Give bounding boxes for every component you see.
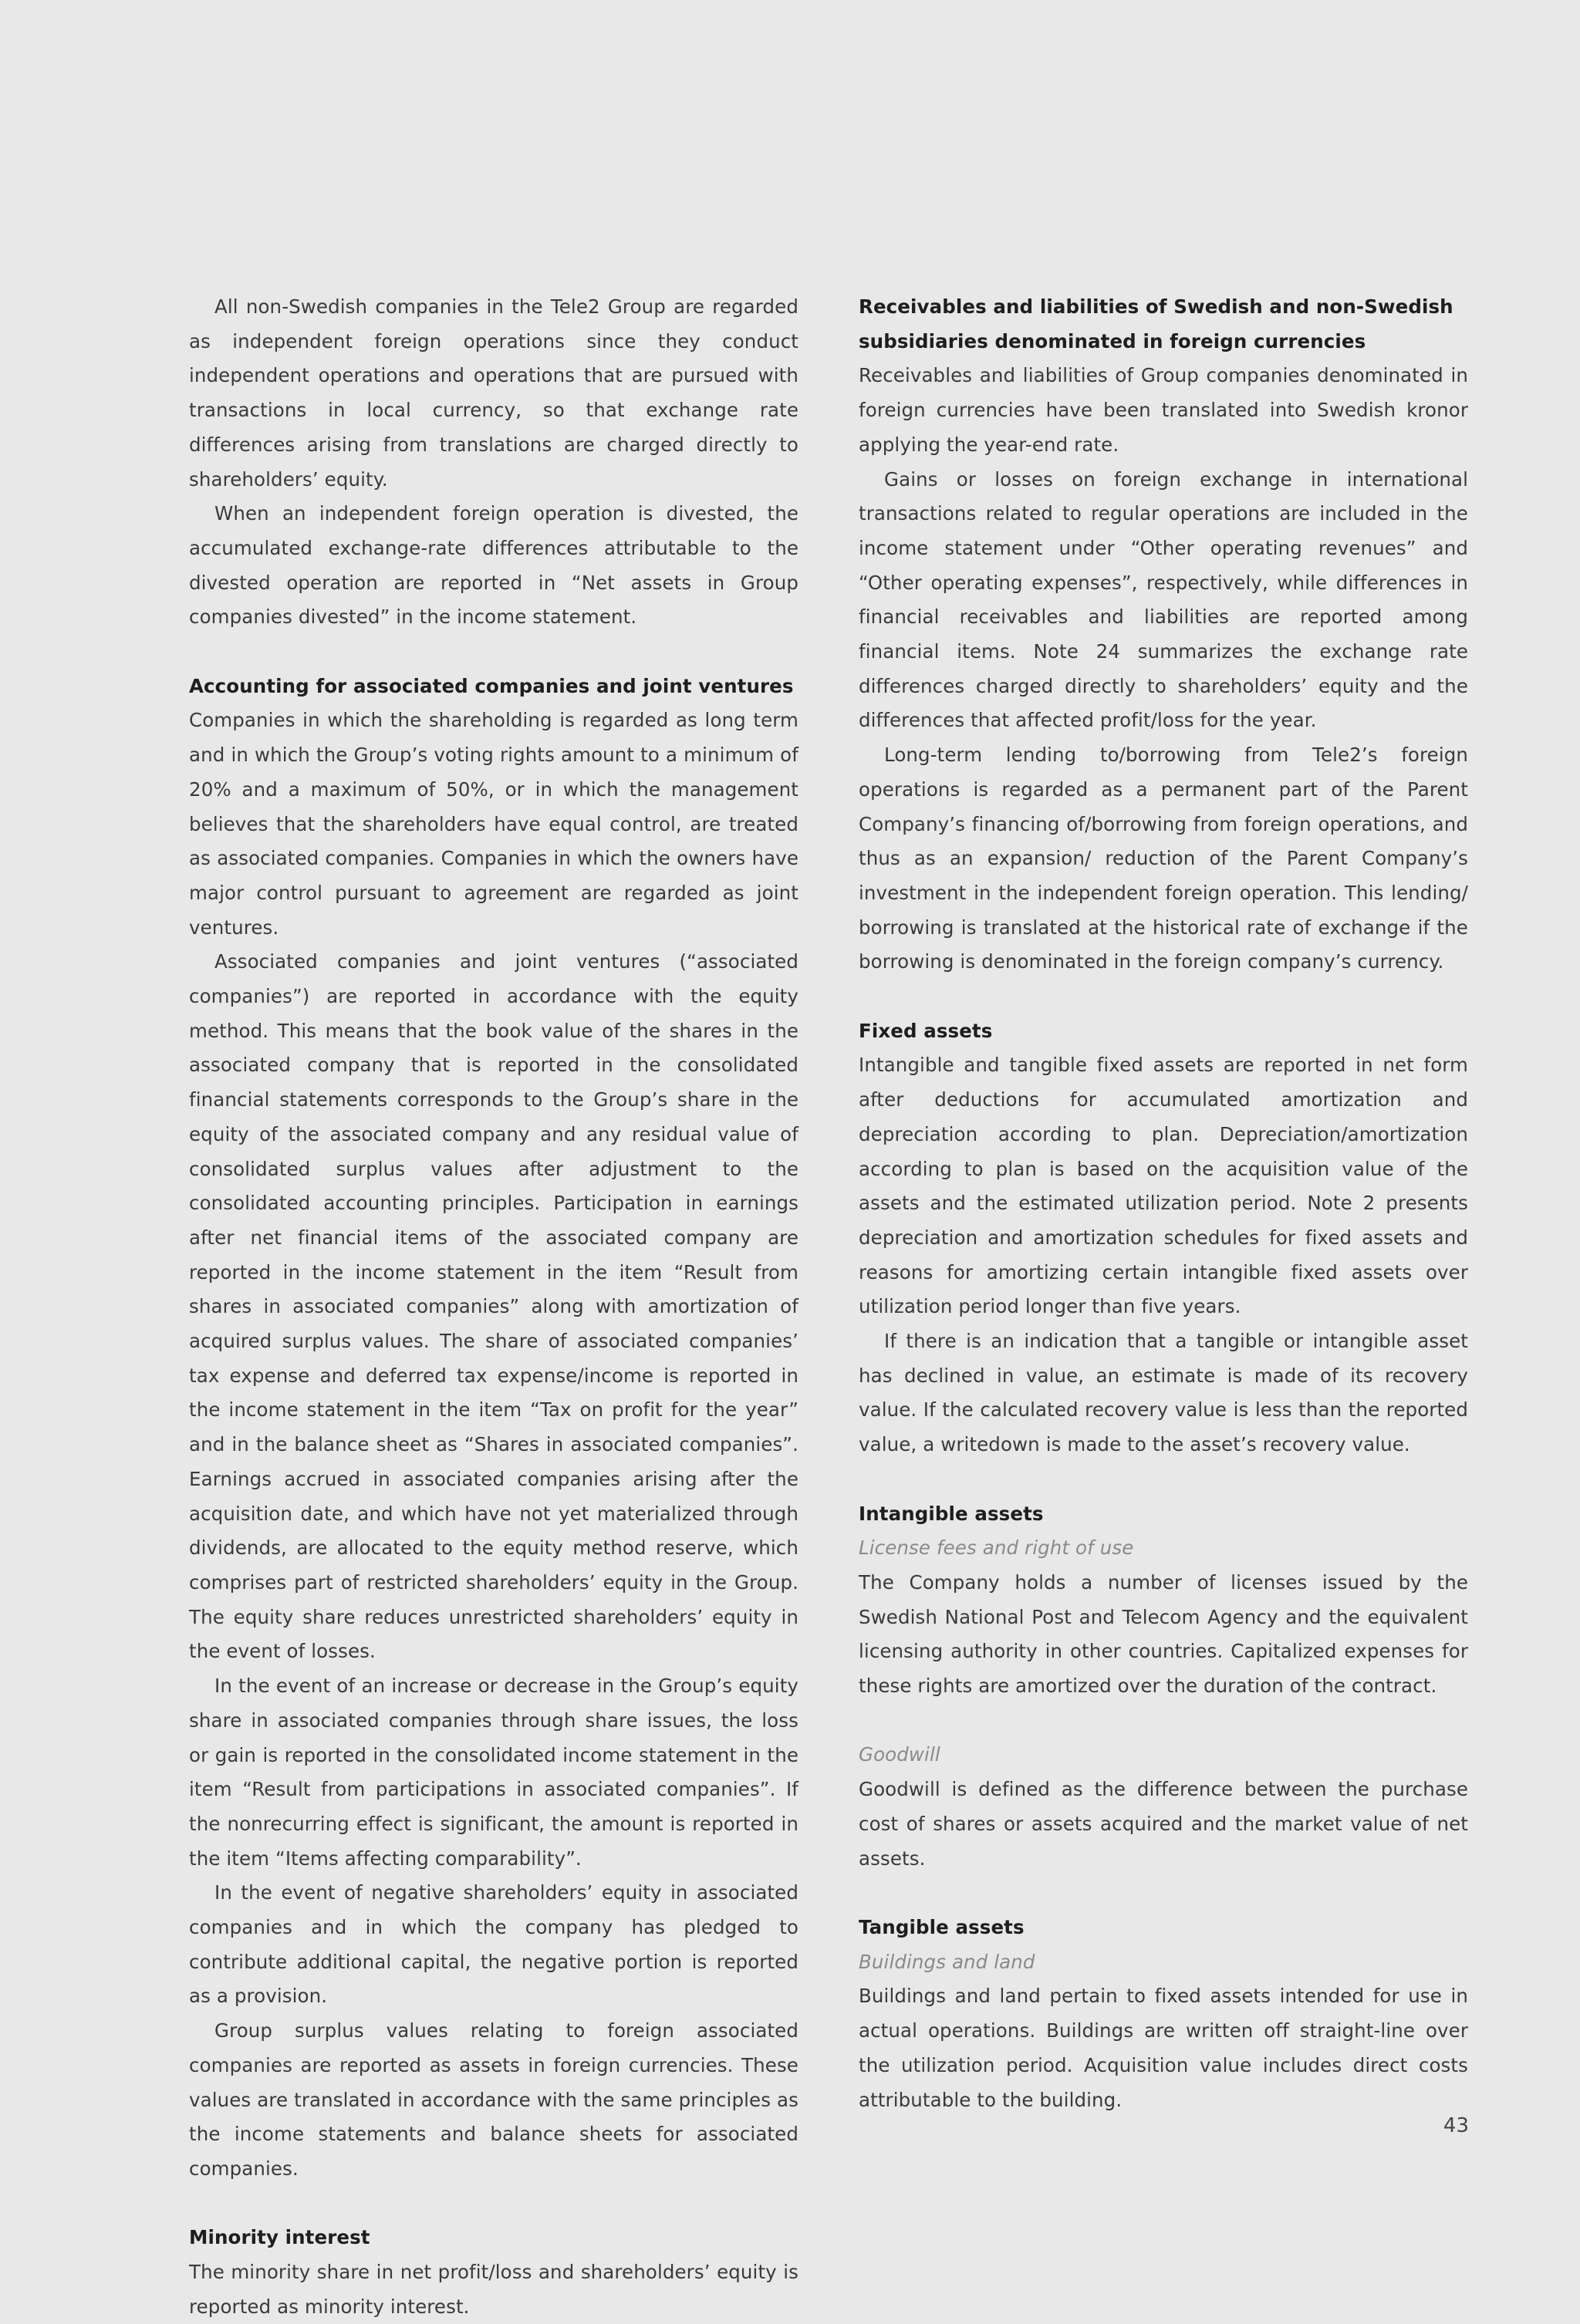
paragraph: Long-term lending to/borrowing from Tele2’s foreign operations is regarded as a permanent part of the Parent Company’s financing of/borrowing from foreign operations, and thus as an expansion/ reduction of the Parent Company’s investment in the independent foreign operation. This lending/ borrowing is translated at the historical rate of exchange if the borrowing is denominated in the foreign company’s currency. [859,744,1468,973]
section-gap [859,1704,1468,1739]
paragraph: Companies in which the shareholding is regarded as long term and in which the Group’s voting rights amount to a minimum of 20% and a maximum of 50%, or in which the management believes that the shareholders have equal control, are treated as associated companies. Companies in which the owners have major control pursuant to agreement are regarded as joint ventures. [189,709,798,939]
paragraph: The Company holds a number of licenses issued by the Swedish National Post and Telecom Agency and the equivalent licensing authority in other countries. Capitalized expenses for these rights are amortized over the duration of the contract. [859,1570,1468,1698]
heading-tangible-assets: Tangible assets [859,1915,1025,1938]
paragraph: All non-Swedish companies in the Tele2 Group are regarded as independent foreign operations since they conduct independent operations and operations that are pursued with transactions in local currency, so that exchange rate differences arising from translations are charged directly to shareholders’ equity. [189,295,798,491]
subheading-buildings-land: Buildings and land [859,1950,1035,1973]
left-column [189,290,798,2324]
paragraph: If there is an indication that a tangible or intangible asset has declined in value, an estimate is made of its recovery value. If the calculated recovery value is less than the reported value, a writedown is made to the asset’s recovery value. [859,1330,1468,1456]
paragraph: Buildings and land pertain to fixed assets intended for use in actual operations. Buildings are written off straight-line over the utilization period. Acquisition value includes direct costs attributable to the building. [859,1985,1468,2111]
subheading-goodwill: Goodwill [859,1743,940,1766]
right-column [859,290,1468,2117]
paragraph: Goodwill is defined as the difference between the purchase cost of shares or assets acquired and the market value of net assets. [859,1778,1468,1870]
heading-receivables-liabilities: Receivables and liabilities of Swedish and non-Swedish subsidiaries denominated in foreign currencies [859,295,1453,352]
section-gap [189,2187,798,2221]
paragraph: In the event of an increase or decrease in the Group’s equity share in associated companies through share issues, the loss or gain is reported in the consolidated income statement in the item “Result from participations in associated companies”. If the nonrecurring effect is significant, the amount is reported in the item “Items affecting comparability”. [189,1675,798,1870]
paragraph: Gains or losses on foreign exchange in international transactions related to regular operations are included in the income statement under “Other operating revenues” and “Other operating expenses”, respectively, while differences in financial receivables and liabilities are reported among financial items. Note 24 summarizes the exchange rate differences charged directly to shareholders’ equity and the differences that affected profit/loss for the year. [859,467,1468,732]
section-gap [189,635,798,670]
heading-intangible-assets: Intangible assets [859,1502,1044,1525]
section-gap [859,980,1468,1014]
paragraph: When an independent foreign operation is divested, the accumulated exchange-rate differences attributable to the divested operation are reported in “Net assets in Group companies divested” in the income statement. [189,502,798,629]
paragraph: Associated companies and joint ventures (“associated companies”) are reported in accordance with the equity method. This means that the book value of the shares in the associated company that is reported in the consolidated financial statements corresponds to the Group’s share in the equity of the associated company and any residual value of consolidated surplus values after adjustment to the consolidated accounting principles. Participation in earnings after net financial items of the associated company are reported in the income statement in the item “Result from shares in associated companies” along with amortization of acquired surplus values. The share of associated companies’ tax expense and deferred tax expense/income is reported in the income statement in the item “Tax on profit for the year” and in the balance sheet as “Shares in associated companies”. Earnings accrued in associated companies arising after the acquisition date, and which have not yet materialized through dividends, are allocated to the equity method reserve, which comprises part of restricted shareholders’ equity in the Group. The equity share reduces unrestricted shareholders’ equity in the event of losses. [189,950,798,1663]
paragraph: Group surplus values relating to foreign associated companies are reported as assets in foreign currencies. These values are translated in accordance with the same principles as the income statements and balance sheets for associated companies. [189,2019,798,2180]
heading-fixed-assets: Fixed assets [859,1019,993,1042]
page-number: 43 [1443,2114,1469,2137]
paragraph: Intangible and tangible fixed assets are reported in net form after deductions for accumulated amortization and depreciation according to plan. Depreciation/amortization according to plan is based on the acquisition value of the assets and the estimated utilization period. Note 2 presents depreciation and amortization schedules for fixed assets and reasons for amortizing certain intangible fixed assets over utilization period longer than five years. [859,1054,1468,1318]
section-gap [859,1876,1468,1911]
section-gap [859,1462,1468,1497]
paragraph: In the event of negative shareholders’ equity in associated companies and in which the company has pledged to contribute additional capital, the negative portion is reported as a provision. [189,1881,798,2008]
paragraph: The minority share in net profit/loss and shareholders’ equity is reported as minority interest. [189,2261,798,2318]
heading-associated-companies: Accounting for associated companies and joint ventures [189,674,794,697]
subheading-license-fees: License fees and right of use [859,1536,1134,1560]
heading-minority-interest: Minority interest [189,2226,370,2249]
paragraph: Receivables and liabilities of Group companies denominated in foreign currencies have been translated into Swedish kronor applying the year-end rate. [859,364,1468,456]
